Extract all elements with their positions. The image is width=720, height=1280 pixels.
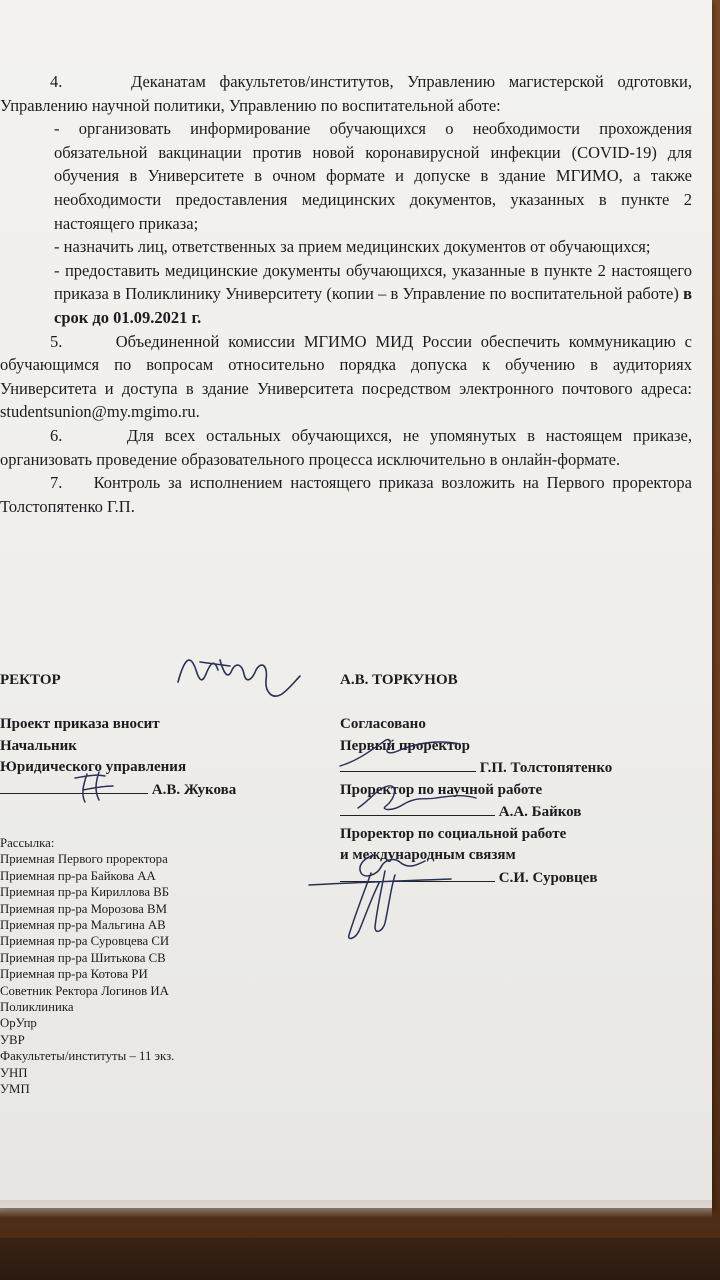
item-6-text: Для всех остальных обучающихся, не упомянутых в настоящем приказе, организовать проведение образовательного процесса исключительно в онлайн-формате. xyxy=(0,425,692,469)
distribution-heading: Рассылка: xyxy=(0,836,55,850)
item-7-number: 7. xyxy=(50,473,63,493)
table-edge xyxy=(0,1238,720,1280)
item-4-sub-3 xyxy=(54,259,692,330)
distribution-item: Факультеты/институты – 11 экз. xyxy=(0,1049,175,1064)
distribution-item: Приемная пр-ра Мальгина АВ xyxy=(0,918,166,933)
rector-handwritten-signature xyxy=(170,640,305,710)
item-7-text: Контроль за исполнением настоящего приказа возложить на Первого проректора Толстопятенко Г.П. xyxy=(0,473,693,516)
approvals-block xyxy=(340,714,710,889)
item-4-sub-1: - организовать информирование обучающихся о необходимости прохождения обязательной вакцинации против новой коронавирусной инфекции (COVID-19) для обучения в Университете в очном формате и допуске в здание МГИМО, а также необходимости предоставления медицинских документов, указанных в пункте 2 настоящего приказа; xyxy=(54,119,692,233)
research-vice-title: Проректор по научной работе xyxy=(340,781,543,798)
distribution-item: УМП xyxy=(0,1082,30,1097)
distribution-list xyxy=(0,835,260,1098)
rector-title: РЕКТОР xyxy=(0,672,61,688)
sheet-bottom-shadow xyxy=(0,1200,712,1218)
draft-name: А.В. Жукова xyxy=(151,781,237,798)
signature-line xyxy=(340,867,495,882)
item-4 xyxy=(0,70,692,117)
item-5-text: Объединенной комиссии МГИМО МИД России обеспечить коммуникацию с обучающимся по вопросам относительно порядка допуска к обучению в аудиториях Университета и доступа в здание Университета посредством электронного почтового адреса: studentsunion@my.mgimo.ru. xyxy=(0,331,692,422)
signature-line xyxy=(340,801,495,816)
first-vice-name: Г.П. Толстопятенко xyxy=(479,760,613,776)
item-4-number: 4. xyxy=(50,72,63,91)
order-body xyxy=(0,70,692,518)
item-5-number: 5. xyxy=(50,331,63,351)
distribution-item: Приемная Первого проректора xyxy=(0,852,168,867)
social-vice-name: С.И. Суровцев xyxy=(498,869,598,886)
item-6 xyxy=(0,424,692,471)
social-vice-title-1: Проректор по социальной работе xyxy=(340,825,567,842)
distribution-item: Приемная пр-ра Кириллова ВБ xyxy=(0,885,170,900)
social-vice-title-2: и международным связям xyxy=(340,847,516,863)
draft-signature-line xyxy=(0,779,330,802)
distribution-item: УВР xyxy=(0,1032,25,1047)
item-4-sub-3-text: - предоставить медицинские документы обучающихся, указанные в пункте 2 настоящего приказа в Поликлинику Университету (копии – в Управление по воспитательной работе) xyxy=(54,260,692,304)
distribution-item: Приемная пр-ра Байкова АА xyxy=(0,868,156,883)
research-vice-signature-line xyxy=(340,801,710,824)
distribution-item: Советник Ректора Логинов ИА xyxy=(0,983,169,998)
item-4-sub-2: - назначить лиц, ответственных за прием медицинских документов от обучающихся; xyxy=(54,237,651,257)
item-6-number: 6. xyxy=(50,425,63,445)
distribution-item: Приемная пр-ра Суровцева СИ xyxy=(0,934,170,949)
rector-name: А.В. ТОРКУНОВ xyxy=(340,672,458,688)
research-vice-name: А.А. Байков xyxy=(498,804,582,820)
distribution-item: Приемная пр-ра Котова РИ xyxy=(0,967,148,982)
item-7 xyxy=(0,471,692,518)
draft-line-2: Начальник xyxy=(0,737,77,754)
signature-line xyxy=(340,757,476,772)
distribution-item: УНП xyxy=(0,1065,28,1080)
distribution-item: Приемная пр-ра Морозова ВМ xyxy=(0,901,167,916)
draft-submitter-block xyxy=(0,714,330,801)
first-vice-title: Первый проректор xyxy=(340,737,471,754)
signature-line xyxy=(0,779,148,794)
first-vice-signature-line xyxy=(340,757,710,780)
item-4-deadline: в срок до 01.09.2021 г. xyxy=(54,284,693,327)
draft-line-3: Юридического управления xyxy=(0,759,187,775)
social-vice-signature-line xyxy=(340,867,710,890)
draft-line-1: Проект приказа вносит xyxy=(0,716,160,732)
distribution-item: Поликлиника xyxy=(0,1000,74,1015)
distribution-item: Приемная пр-ра Шитькова СВ xyxy=(0,950,166,965)
distribution-item: ОрУпр xyxy=(0,1016,37,1031)
item-5 xyxy=(0,330,692,424)
approved-label: Согласовано xyxy=(340,716,426,732)
item-4-text: Деканатам факультетов/институтов, Управлению магистерской одготовки, Управлению научной политики, Управлению по воспитательной аботе: xyxy=(0,72,693,115)
